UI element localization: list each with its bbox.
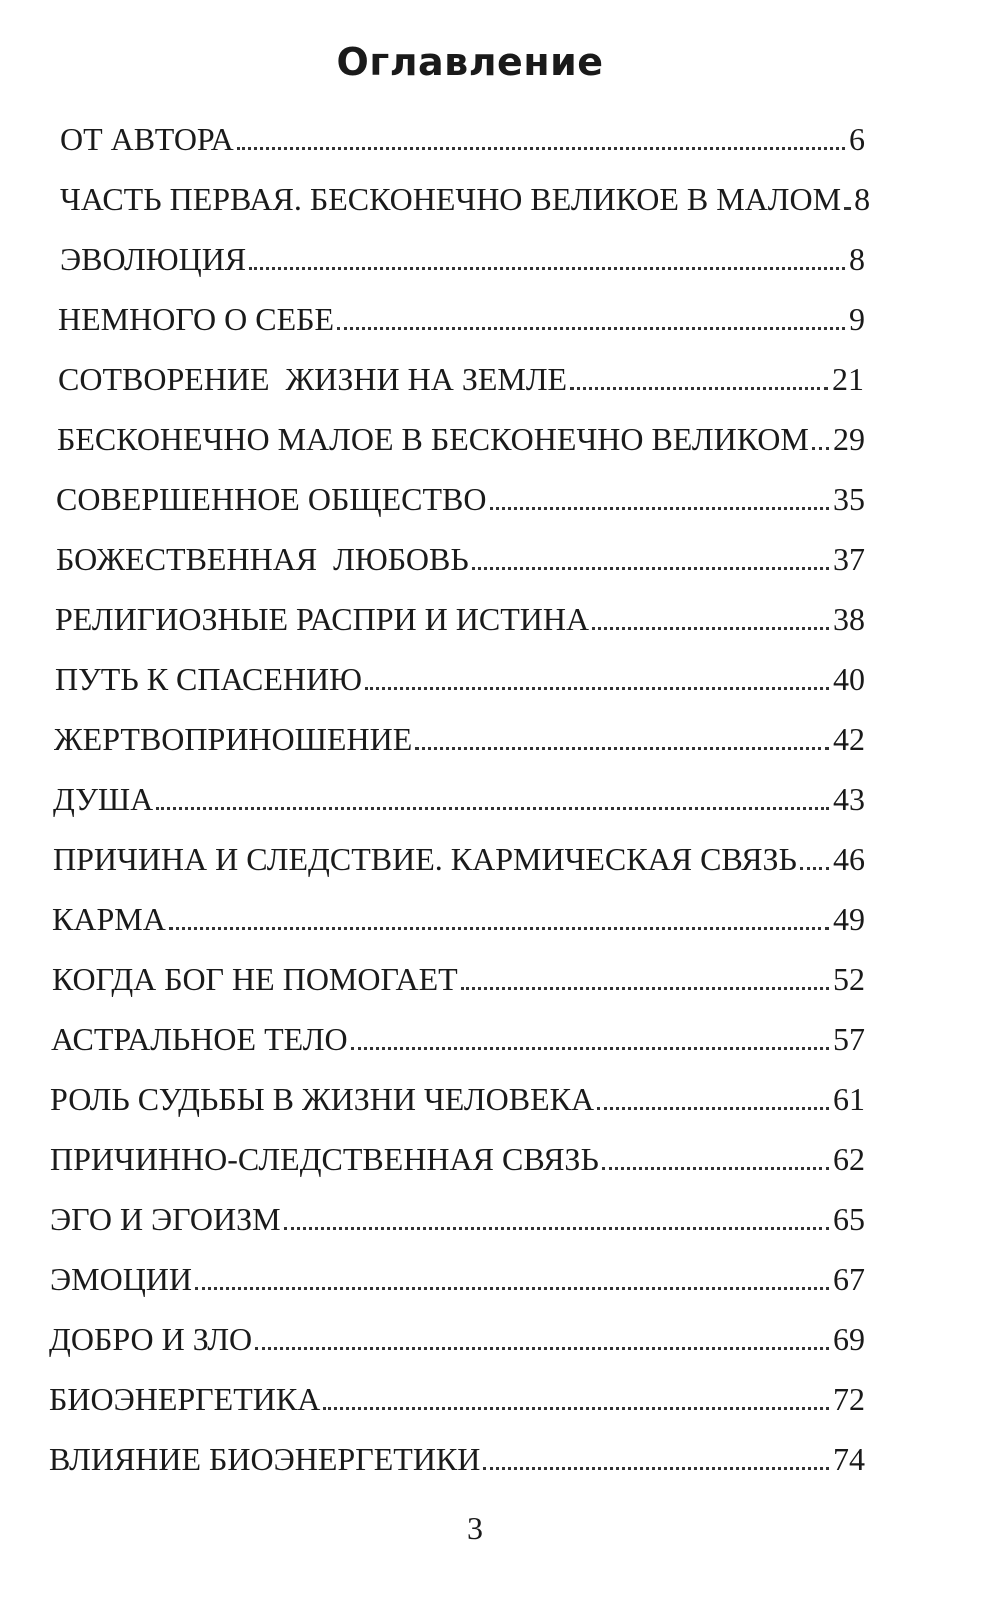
toc-entry-page-number: 38 [833,601,865,637]
dot-leader [844,207,850,210]
toc-entry-label: ЭВОЛЮЦИЯ [60,241,247,277]
toc-entry-page-number: 43 [833,781,865,817]
toc-entry-page-number: 52 [833,961,865,997]
toc-entry-label: РЕЛИГИОЗНЫЕ РАСПРИ И ИСТИНА [55,601,590,637]
toc-entry-page-number: 6 [849,121,865,157]
toc-entry [0,1244,1000,1304]
toc-entry-page-number: 37 [833,541,865,577]
dot-leader [415,747,829,750]
toc-entry-page-number: 69 [833,1321,865,1357]
toc-entry-label: АСТРАЛЬНОЕ ТЕЛО [51,1021,348,1057]
dot-leader [592,627,829,630]
toc-entry [0,584,1000,644]
dot-leader [490,507,830,510]
toc-title: Оглавление [336,40,604,84]
toc-entry-label: СОВЕРШЕННОЕ ОБЩЕСТВО [56,481,487,517]
toc-entry [0,1124,1000,1184]
dot-leader [800,867,829,870]
dot-leader [237,147,845,150]
toc-entry-label: ЧАСТЬ ПЕРВАЯ. БЕСКОНЕЧНО ВЕЛИКОЕ В МАЛОМ [60,181,842,217]
toc-entry [0,1424,1000,1484]
toc-entry-label: ПРИЧИНА И СЛЕДСТВИЕ. КАРМИЧЕСКАЯ СВЯЗЬ [53,841,797,877]
toc-entry [0,1064,1000,1124]
toc-entry [0,824,1000,884]
toc-entry-page-number: 67 [833,1261,865,1297]
toc-entry-label: ПРИЧИННО-СЛЕДСТВЕННАЯ СВЯЗЬ [50,1141,599,1177]
dot-leader [472,567,829,570]
toc-entry-label: БИОЭНЕРГЕТИКА [49,1381,321,1417]
toc-entry [0,644,1000,704]
toc-entry-label: СОТВОРЕНИЕ ЖИЗНИ НА ЗЕМЛЕ [58,361,568,397]
toc-entry-page-number: 65 [833,1201,865,1237]
toc-entry-page-number: 49 [833,901,865,937]
toc-entry [0,404,1000,464]
toc-entry-page-number: 40 [833,661,865,697]
toc-entry-page-number: 74 [833,1441,865,1477]
toc-entry [0,464,1000,524]
toc-entry-page-number: 29 [833,421,865,457]
dot-leader [169,927,829,930]
toc-entry-label: ОТ АВТОРА [60,121,234,157]
toc-entry-label: ДУША [53,781,154,817]
toc-entry-label: ЭГО И ЭГОИЗМ [50,1201,281,1237]
dot-leader [461,987,829,990]
toc-entry-page-number: 8 [849,241,865,277]
toc-entry-label: КАРМА [52,901,166,937]
toc-entry [0,284,1000,344]
toc-entry-label: НЕМНОГО О СЕБЕ [58,301,335,337]
toc-entry [0,344,1000,404]
toc-entry [0,104,1000,164]
toc-entry-page-number: 35 [833,481,865,517]
toc-entry-page-number: 9 [849,301,865,337]
dot-leader [195,1287,829,1290]
toc-entry-page-number: 62 [833,1141,865,1177]
toc-entry [0,764,1000,824]
toc-entry-label: ЖЕРТВОПРИНОШЕНИЕ [54,721,413,757]
toc-entry [0,1304,1000,1364]
dot-leader [255,1347,829,1350]
toc-entry-page-number: 61 [833,1081,865,1117]
dot-leader [483,1467,829,1470]
toc-entry [0,884,1000,944]
toc-entry-label: КОГДА БОГ НЕ ПОМОГАЕТ [52,961,458,997]
toc-entry-page-number: 8 [854,181,871,217]
dot-leader [602,1167,829,1170]
toc-entry-label: ПУТЬ К СПАСЕНИЮ [55,661,362,697]
toc-entry-page-number: 72 [833,1381,865,1417]
toc-entry [0,704,1000,764]
toc-entry-page-number: 46 [833,841,865,877]
toc-entry [0,224,1000,284]
toc-entry [0,1184,1000,1244]
toc-entry [0,524,1000,584]
dot-leader [249,267,845,270]
dot-leader [323,1407,829,1410]
dot-leader [570,387,828,390]
dot-leader [337,327,845,330]
toc-entry [0,164,1000,224]
toc-entry [0,1004,1000,1064]
dot-leader [812,447,829,450]
dot-leader [351,1047,829,1050]
toc-entry-label: БЕСКОНЕЧНО МАЛОЕ В БЕСКОНЕЧНО ВЕЛИКОМ [57,421,809,457]
toc-entry-page-number: 42 [833,721,865,757]
toc-entry [0,944,1000,1004]
toc-entry-page-number: 57 [833,1021,865,1057]
toc-entry-label: ВЛИЯНИЕ БИОЭНЕРГЕТИКИ [49,1441,481,1477]
toc-entry-label: ДОБРО И ЗЛО [49,1321,253,1357]
toc-entry-label: ЭМОЦИИ [50,1261,193,1297]
page-number: 3 [467,1510,483,1546]
toc-list [0,104,1000,1484]
dot-leader [284,1227,829,1230]
dot-leader [597,1107,829,1110]
toc-entry-label: РОЛЬ СУДЬБЫ В ЖИЗНИ ЧЕЛОВЕКА [50,1081,595,1117]
toc-entry-page-number: 21 [832,361,864,397]
dot-leader [365,687,829,690]
toc-entry [0,1364,1000,1424]
toc-entry-label: БОЖЕСТВЕННАЯ ЛЮБОВЬ [56,541,469,577]
dot-leader [156,807,829,810]
